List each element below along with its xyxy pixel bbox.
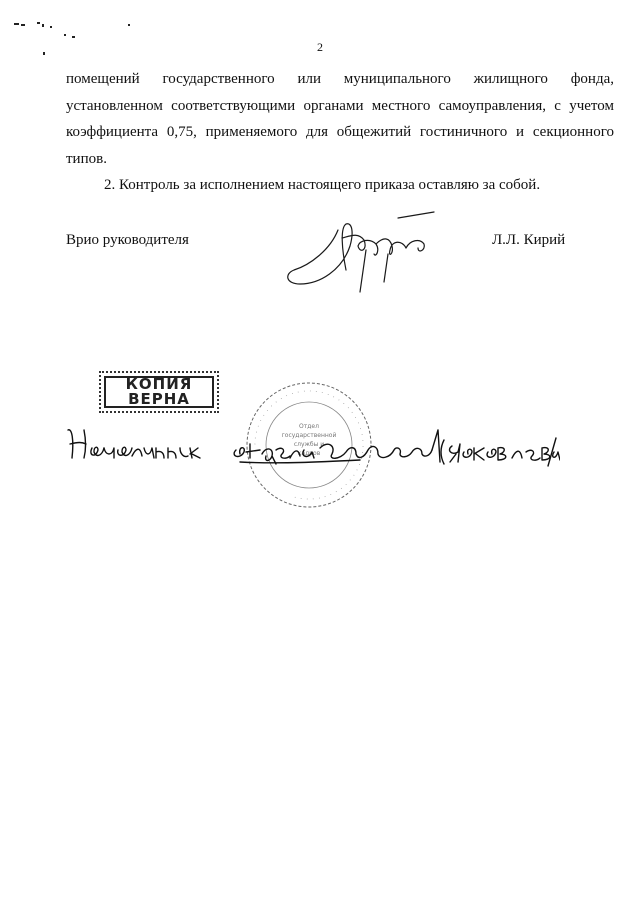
document-body [66, 66, 614, 199]
signatory-name: Л.Л. Кирий [492, 232, 566, 248]
handwritten-note [60, 400, 560, 480]
svg-text:службы и: службы и [293, 441, 325, 448]
stamp-line-2: ВЕРНА [128, 390, 190, 408]
handwritten-signature [280, 210, 440, 300]
svg-text:Отдел: Отдел [299, 423, 319, 430]
paragraph-1-continuation: помещений государственного или муниципального жилищного фонда, установленном соответствующими органами местного самоуправления, с учетом коэффициента 0,75, применяемого для общежитий гостиничного и секционного типов. [66, 71, 614, 167]
svg-text:государственной: государственной [281, 432, 337, 439]
svg-text:кадров: кадров [297, 450, 321, 457]
signatory-title: Врио руководителя [66, 232, 189, 248]
paragraph-2: 2. Контроль за исполнением настоящего приказа оставляю за собой. [104, 177, 541, 193]
stamp-line-1: КОПИЯ [125, 375, 193, 393]
page-number: 2 [317, 40, 323, 54]
svg-text:· · · · · · · · · · · · · · ·: · · · · · · · · · · · · · · · · · · · · · · · · · · · · · · · · · · · · · · · · · · · · · [251, 387, 367, 503]
